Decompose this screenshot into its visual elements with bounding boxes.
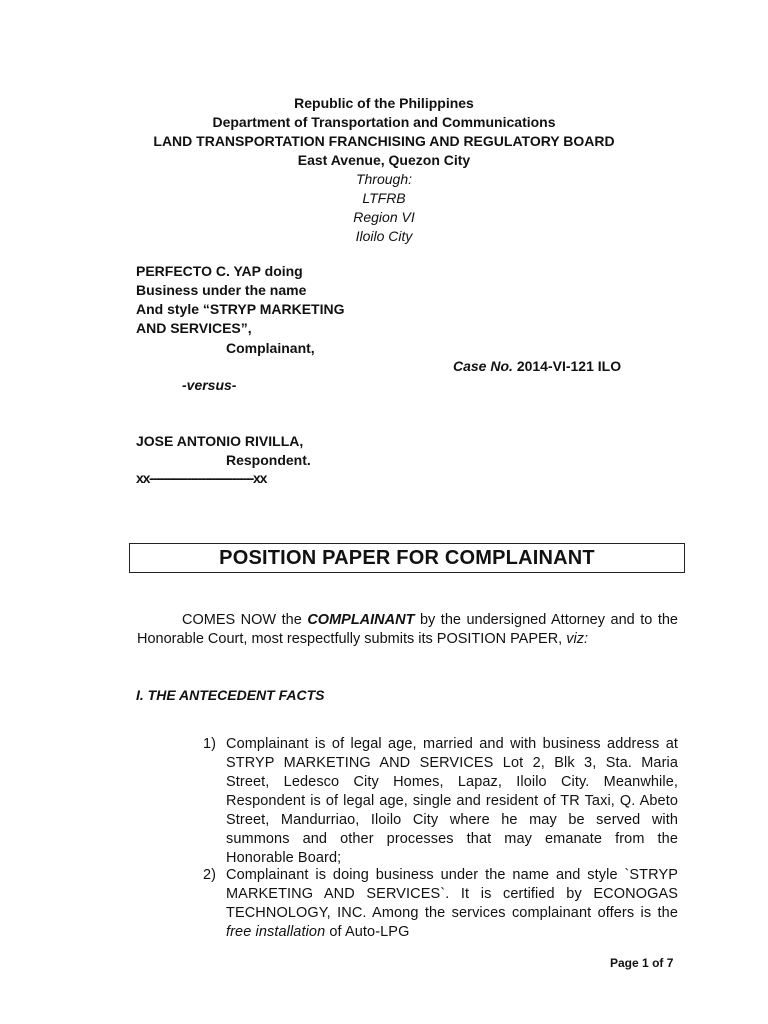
versus-label: -versus-	[182, 377, 237, 393]
list-item-text: Complainant is of legal age, married and with business address at STRYP MARKETING AND SERVICES Lot 2, Blk 3, Sta. Maria Street, Ledesco City Homes, Lapaz, Iloilo City. Meanwhile, Respondent is of legal age, single and resident of TR Taxi, Q. Abeto Street, Mandurriao, Iloilo City where he may be served with summons and other processes that may emanate from the Honorable Board;	[226, 736, 678, 866]
complainant-line: And style “STRYP MARKETING	[136, 301, 345, 317]
complainant-line: Business under the name	[136, 282, 307, 298]
list-item-number: 2)	[203, 867, 216, 883]
case-number: 2014-VI-121 ILO	[516, 358, 622, 374]
header-through: Through:	[355, 171, 413, 187]
page-total: 7	[666, 956, 674, 970]
header-office: LTFRB	[362, 190, 406, 206]
header-address: East Avenue, Quezon City	[297, 152, 471, 168]
caption-separator: xx------------------------------xx	[136, 470, 267, 486]
list-item-emphasis: free installation	[226, 924, 326, 940]
section-heading: I. THE ANTECEDENT FACTS	[136, 687, 325, 703]
intro-text-rest: by the undersigned Attorney and to the Honorable Court, most respectfully submits its POSITION PAPER,	[137, 612, 678, 647]
intro-text-start: COMES NOW the	[182, 612, 308, 628]
header-city: Iloilo City	[355, 228, 413, 244]
intro-viz: viz:	[566, 631, 588, 647]
case-number-line	[453, 357, 621, 376]
complainant-line: PERFECTO C. YAP doing	[136, 263, 303, 279]
list-item-text-part: of Auto-LPG	[325, 924, 410, 940]
page-current: 1	[642, 956, 649, 970]
header-region: Region VI	[353, 209, 415, 225]
complainant-name-block	[136, 262, 344, 338]
page-label: Page	[610, 956, 639, 970]
document-title: POSITION PAPER FOR COMPLAINANT	[129, 543, 685, 573]
list-item-text-part: Complainant is doing business under the name and style `STRYP MARKETING AND SERVICES`. It is certified by ECONOGAS TECHNOLOGY, INC. Among the services complainant offers is the	[226, 867, 678, 921]
header-department: Department of Transportation and Communications	[212, 114, 556, 130]
header-republic: Republic of the Philippines	[294, 95, 474, 111]
respondent-name: JOSE ANTONIO RIVILLA,	[136, 433, 304, 449]
respondent-role: Respondent.	[226, 452, 311, 468]
list-item-text	[226, 866, 678, 942]
complainant-line: AND SERVICES”,	[136, 320, 252, 336]
list-item-number: 1)	[203, 736, 216, 752]
complainant-role: Complainant,	[226, 340, 315, 356]
page-sep: of	[652, 956, 664, 970]
intro-emphasis: COMPLAINANT	[307, 612, 415, 628]
page-number	[610, 956, 673, 970]
case-label: Case No.	[453, 358, 513, 374]
intro-paragraph	[137, 611, 678, 649]
document-header	[0, 94, 768, 246]
header-board: LAND TRANSPORTATION FRANCHISING AND REGULATORY BOARD	[153, 133, 615, 149]
